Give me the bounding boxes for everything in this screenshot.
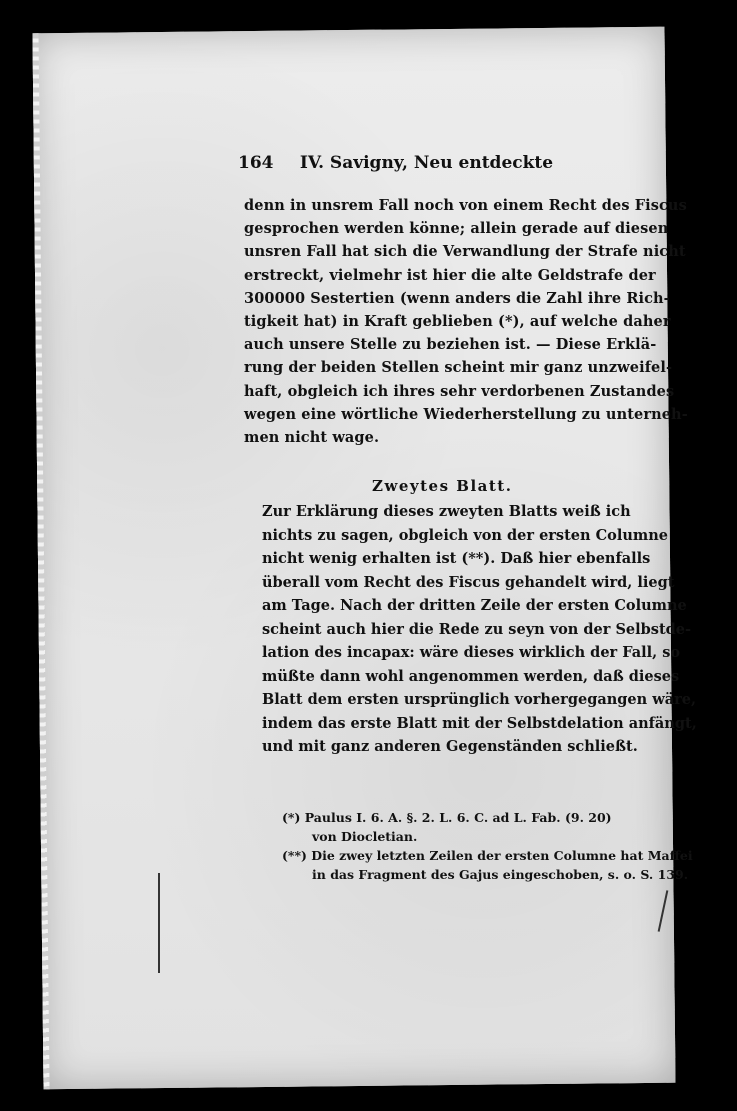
footnote-marker: (*): [282, 810, 301, 825]
text-line: scheint auch hier die Rede zu seyn von der Selbstde-: [262, 620, 692, 638]
text-line: am Tage. Nach der dritten Zeile der ersten Columne: [262, 597, 687, 614]
text-line: überall vom Recht des Fiscus gehandelt wird, liegt: [262, 573, 675, 591]
text-line: haft, obgleich ich ihres sehr verdorbenen Zustandes: [244, 382, 675, 400]
text-line: nichts zu sagen, obgleich von der ersten Columne: [262, 526, 668, 544]
footnote-marker: (**): [282, 848, 307, 863]
section-heading: Zweytes Blatt.: [372, 477, 513, 495]
text-line: 300000 Sestertien (wenn anders die Zahl ihre Rich-: [244, 289, 670, 307]
footnotes: [282, 808, 693, 884]
text-line: gesprochen werden könne; allein gerade auf diesen: [244, 220, 669, 238]
text-line: müßte dann wohl angenommen werden, daß dieses: [262, 667, 680, 685]
text-line: erstreckt, vielmehr ist hier die alte Geldstrafe der: [244, 266, 656, 284]
text-line: denn in unsrem Fall noch von einem Recht des Fiscus: [244, 197, 687, 214]
page-edge: [32, 33, 49, 1089]
text-line: Zur Erklärung dieses zweyten Blatts weiß ich: [262, 503, 631, 520]
footnote-1: [282, 808, 684, 827]
text-line: unsren Fall hat sich die Verwandlung der Strafe nicht: [244, 243, 686, 261]
text-line: wegen eine wörtliche Wiederherstellung zu unterneh-: [244, 405, 688, 423]
page-number: 164: [238, 153, 274, 173]
running-header: [238, 153, 568, 173]
text-line: nicht wenig erhalten ist (**). Daß hier ebenfalls: [262, 550, 651, 567]
footnote-text: Paulus I. 6. A. §. 2. L. 6. C. ad L. Fab. (9. 20): [304, 810, 612, 825]
footnote-text: in das Fragment des Gajus eingeschoben, s. o. S. 139.: [312, 867, 689, 882]
running-title: IV. Savigny, Neu entdeckte: [299, 153, 554, 173]
text-line: rung der beiden Stellen scheint mir ganz unzweifel-: [244, 359, 673, 377]
text-line: men nicht wage.: [244, 429, 380, 447]
text-line: und mit ganz anderen Gegenständen schließt.: [262, 738, 638, 755]
footnote-text: Die zwey letzten Zeilen der ersten Columne hat Maffei: [311, 848, 693, 863]
paragraph-1: [244, 194, 688, 449]
footnote-text: von Diocletian.: [312, 829, 418, 844]
text-line: auch unsere Stelle zu beziehen ist. — Diese Erklä-: [244, 336, 657, 354]
text-line: tigkeit hat) in Kraft geblieben (*), auf welche daher: [244, 313, 671, 331]
footnote-2: [282, 846, 693, 865]
paragraph-2: [262, 500, 697, 759]
margin-pencil-mark: [158, 873, 160, 973]
text-line: lation des incapax: wäre dieses wirklich der Fall, so: [262, 644, 681, 661]
text-line: Blatt dem ersten ursprünglich vorhergegangen wäre,: [262, 691, 697, 708]
text-line: indem das erste Blatt mit der Selbstdelation anfängt,: [262, 714, 697, 732]
